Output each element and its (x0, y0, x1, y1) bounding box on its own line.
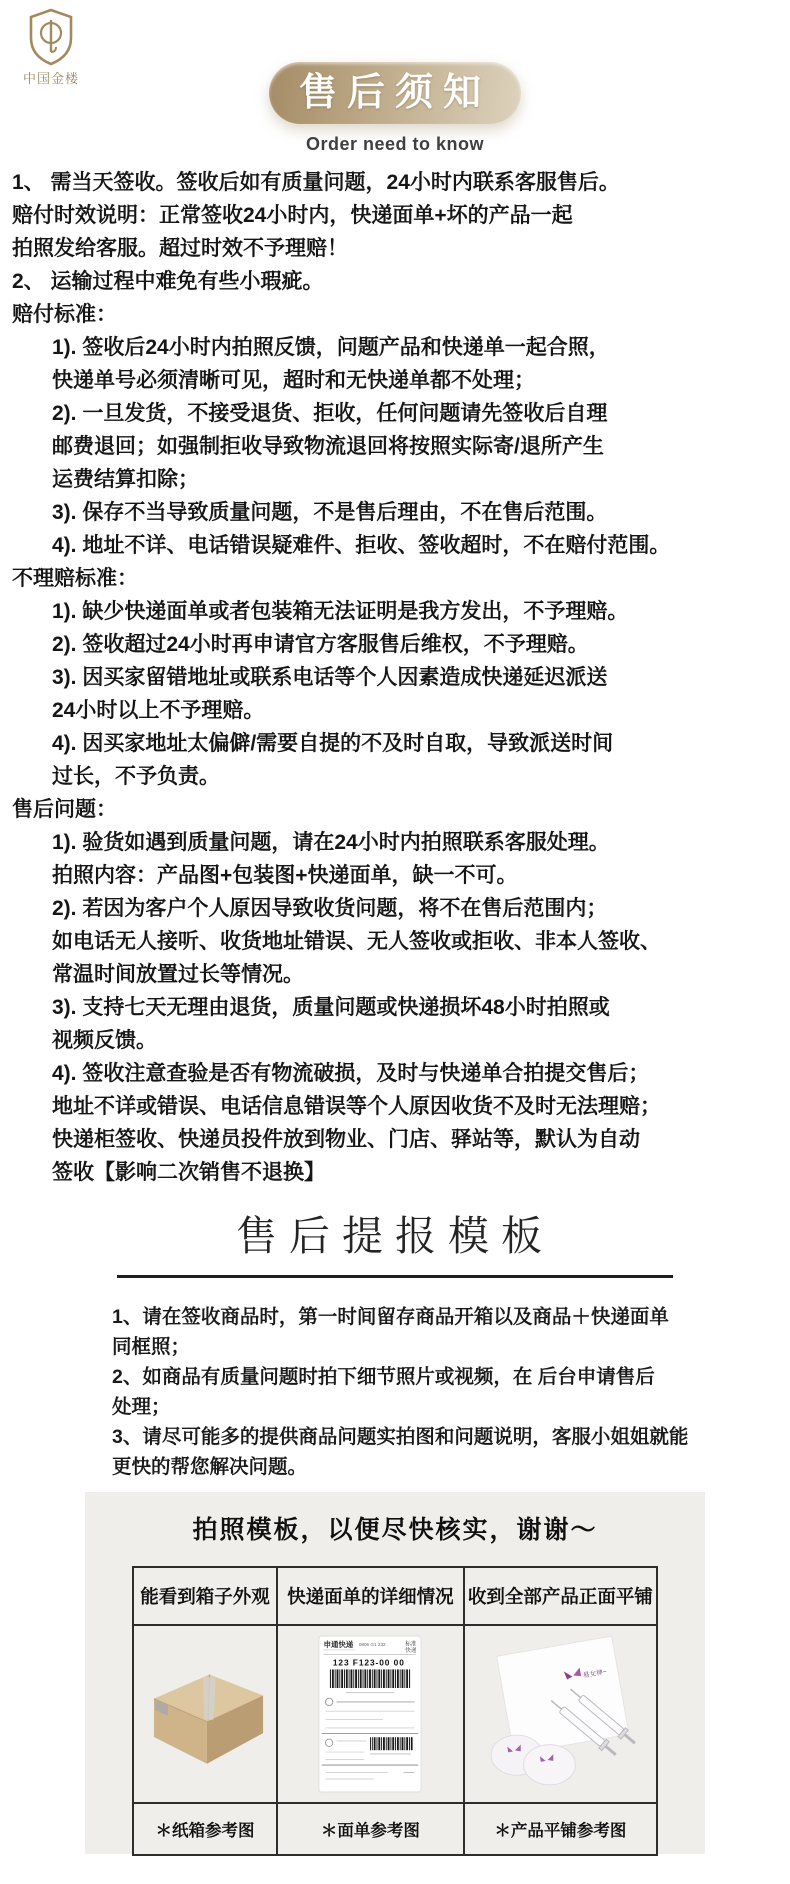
photo-template-title: 拍照模板，以便尽快核实，谢谢～ (192, 1516, 598, 1544)
notice-line: 过长，不予负责。 (52, 765, 220, 788)
brand-name: 中国金楼 (22, 71, 79, 86)
notice-line: 快递单号必须清晰可见，超时和无快递单都不处理； (52, 369, 535, 392)
courier-name: 申通快递 (323, 1640, 354, 1650)
notice-line: 常温时间放置过长等情况。 (52, 963, 304, 986)
notice-line: 快递柜签收、快递员投件放到物业、门店、驿站等，默认为自动 (52, 1128, 640, 1151)
notice-line: 如电话无人接听、收货地址错误、无人签收或拒收、非本人签收、 (52, 930, 661, 953)
after-sales-notice-text (0, 166, 790, 1189)
notice-line: 2). 签收超过24小时再申请官方客服售后维权，不予理赔。 (52, 633, 589, 656)
notice-line: 1). 缺少快递面单或者包装箱无法证明是我方发出，不予理赔。 (52, 600, 629, 623)
column-header-flatlay: 收到全部产品正面平铺 (463, 1568, 656, 1624)
caption-flatlay-reference: ＊产品平铺参考图 (463, 1802, 656, 1854)
notice-line: 2). 若因为客户个人原因导致收货问题，将不在售后范围内； (52, 897, 608, 920)
photo-template-panel (85, 1492, 705, 1854)
banner-subtitle: Order need to know (305, 134, 485, 154)
notice-line: 视频反馈。 (52, 1029, 157, 1052)
notice-line: 邮费退回；如强制拒收导致物流退回将按照实际寄/退所产生 (52, 435, 604, 458)
shield-monogram-icon (16, 8, 86, 66)
notice-line: 3). 保存不当导致质量问题，不是售后理由，不在售后范围。 (52, 501, 608, 524)
notice-line: 24小时以上不予理赔。 (52, 699, 265, 722)
title-underline (117, 1275, 673, 1278)
notice-line: 1、 需当天签收。签收后如有质量问题，24小时内联系客服售后。 (12, 171, 620, 194)
instruction-line: 3、请尽可能多的提供商品问题实拍图和问题说明，客服小姐姐就能 (112, 1426, 689, 1448)
template-section-title: 售后提报模板 (236, 1213, 554, 1259)
brand-logo (16, 8, 86, 87)
instruction-line: 2、如商品有质量问题时拍下细节照片或视频，在 后台申请售后 (112, 1366, 655, 1388)
service-tag-1: 标准 (405, 1641, 417, 1648)
notice-line: 不理赔标准： (12, 567, 138, 590)
notice-line: 2). 一旦发货，不接受退货、拒收，任何问题请先签收后自理 (52, 402, 608, 425)
instruction-line: 同框照； (112, 1336, 191, 1358)
banner-title: 售后须知 (298, 72, 491, 114)
caption-waybill-reference: ＊面单参考图 (276, 1802, 463, 1854)
barcode-main (330, 1669, 412, 1688)
product-flatlay-image (463, 1624, 656, 1802)
instruction-line: 1、请在签收商品时，第一时间留存商品开箱以及商品＋快递面单 (112, 1306, 669, 1328)
instruction-line: 更快的帮您解决问题。 (112, 1456, 308, 1478)
notice-line: 2、 运输过程中难免有些小瑕疵。 (12, 270, 324, 293)
instruction-line: 处理； (112, 1396, 171, 1418)
waybill-number: 123 F123-00 00 (333, 1657, 406, 1668)
notice-line: 签收【影响二次销售不退换】 (52, 1161, 325, 1184)
after-sales-banner (269, 62, 521, 124)
shipping-label-image (276, 1624, 463, 1802)
notice-line: 地址不详或错误、电话信息错误等个人原因收货不及时无法理赔； (52, 1095, 661, 1118)
caption-box-reference: ＊纸箱参考图 (134, 1802, 276, 1854)
notice-line: 赔付标准： (12, 303, 117, 326)
notice-line: 4). 签收注意查验是否有物流破损，及时与快递单合拍提交售后； (52, 1062, 650, 1085)
notice-line: 拍照发给客服。超过时效不予理赔！ (12, 237, 348, 260)
cardboard-box-image (134, 1624, 276, 1802)
notice-line: 拍照内容：产品图+包装图+快递面单，缺一不可。 (52, 864, 518, 887)
courier-code: 0806 G1 232 (359, 1642, 387, 1648)
notice-line: 1). 签收后24小时内拍照反馈，问题产品和快递单一起合照， (52, 336, 610, 359)
notice-line: 4). 地址不详、电话错误疑难件、拒收、签收超时，不在赔付范围。 (52, 534, 671, 557)
column-header-box: 能看到箱子外观 (140, 1586, 270, 1607)
notice-line: 3). 因买家留错地址或联系电话等个人因素造成快递延迟派送 (52, 666, 608, 689)
notice-line: 3). 支持七天无理由退货，质量问题或快递损坏48小时拍照或 (52, 996, 610, 1019)
notice-line: 赔付时效说明：正常签收24小时内，快递面单+坏的产品一起 (12, 204, 573, 227)
product-brand-text: 易女神~ (582, 1668, 608, 1680)
notice-line: 1). 验货如遇到质量问题，请在24小时内拍照联系客服处理。 (52, 831, 610, 854)
notice-line: 4). 因买家地址太偏僻/需要自提的不及时自取，导致派送时间 (52, 732, 614, 755)
service-tag-2: 快递 (405, 1647, 417, 1654)
notice-line: 售后问题： (12, 798, 117, 821)
barcode-secondary (370, 1737, 413, 1750)
column-header-waybill: 快递面单的详细情况 (276, 1568, 463, 1624)
template-instructions (112, 1302, 790, 1482)
notice-line: 运费结算扣除； (52, 468, 199, 491)
photo-template-table (132, 1566, 658, 1856)
